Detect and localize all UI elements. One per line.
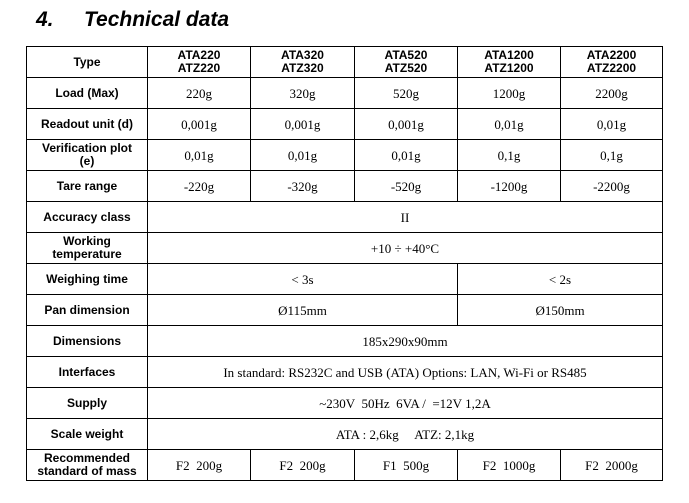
table-cell: F2 2000g — [561, 450, 663, 481]
table-cell: II — [148, 202, 663, 233]
row-label-verification: Verification plot (e) — [27, 140, 148, 171]
row-scale-weight — [27, 419, 663, 450]
table-cell: 0,1g — [561, 140, 663, 171]
row-label-interfaces: Interfaces — [27, 357, 148, 388]
section-number: 4. — [36, 8, 54, 31]
table-cell: F2 200g — [251, 450, 355, 481]
table-cell: 0,001g — [251, 109, 355, 140]
row-label-accuracy: Accuracy class — [27, 202, 148, 233]
table-cell: 320g — [251, 78, 355, 109]
table-cell: 0,01g — [458, 109, 561, 140]
model-header: ATA220 ATZ220 — [148, 47, 251, 78]
table-cell: 0,001g — [148, 109, 251, 140]
table-cell: < 3s — [148, 264, 458, 295]
table-cell: < 2s — [458, 264, 663, 295]
table-cell: ATA : 2,6kg ATZ: 2,1kg — [148, 419, 663, 450]
table-cell: -320g — [251, 171, 355, 202]
model-header: ATA320 ATZ320 — [251, 47, 355, 78]
row-mass-standard — [27, 450, 663, 481]
row-weighing-time — [27, 264, 663, 295]
model-header: ATA1200 ATZ1200 — [458, 47, 561, 78]
table-cell: 185x290x90mm — [148, 326, 663, 357]
row-readout — [27, 109, 663, 140]
technical-data-table — [26, 46, 663, 481]
table-cell: 220g — [148, 78, 251, 109]
table-cell: 0,01g — [148, 140, 251, 171]
row-label-scale-weight: Scale weight — [27, 419, 148, 450]
row-verification — [27, 140, 663, 171]
table-cell: Ø150mm — [458, 295, 663, 326]
row-label-pan: Pan dimension — [27, 295, 148, 326]
row-label-tare: Tare range — [27, 171, 148, 202]
row-tare — [27, 171, 663, 202]
row-label-readout: Readout unit (d) — [27, 109, 148, 140]
table-cell: F2 1000g — [458, 450, 561, 481]
table-cell: 0,1g — [458, 140, 561, 171]
table-cell: 0,01g — [561, 109, 663, 140]
table-cell: -220g — [148, 171, 251, 202]
row-load — [27, 78, 663, 109]
table-cell: 1200g — [458, 78, 561, 109]
row-label-mass-standard: Recommended standard of mass — [27, 450, 148, 481]
table-cell: 0,001g — [355, 109, 458, 140]
row-label-supply: Supply — [27, 388, 148, 419]
table-cell: In standard: RS232C and USB (ATA) Options: LAN, Wi-Fi or RS485 — [148, 357, 663, 388]
row-dimensions — [27, 326, 663, 357]
table-cell: Ø115mm — [148, 295, 458, 326]
row-label-type: Type — [27, 47, 148, 78]
row-label-dimensions: Dimensions — [27, 326, 148, 357]
row-temperature — [27, 233, 663, 264]
table-cell: 0,01g — [355, 140, 458, 171]
row-accuracy — [27, 202, 663, 233]
table-cell: 520g — [355, 78, 458, 109]
row-label-temperature: Working temperature — [27, 233, 148, 264]
table-cell: F1 500g — [355, 450, 458, 481]
table-cell: -1200g — [458, 171, 561, 202]
section-title: Technical data — [84, 8, 230, 31]
row-supply — [27, 388, 663, 419]
row-type — [27, 47, 663, 78]
table-cell: ~230V 50Hz 6VA / =12V 1,2A — [148, 388, 663, 419]
table-cell: +10 ÷ +40°C — [148, 233, 663, 264]
table-cell: F2 200g — [148, 450, 251, 481]
row-interfaces — [27, 357, 663, 388]
table-cell: 0,01g — [251, 140, 355, 171]
section-heading — [36, 8, 229, 32]
row-label-load: Load (Max) — [27, 78, 148, 109]
table-cell: -2200g — [561, 171, 663, 202]
table-cell: -520g — [355, 171, 458, 202]
row-label-weighing-time: Weighing time — [27, 264, 148, 295]
model-header: ATA520 ATZ520 — [355, 47, 458, 78]
table-cell: 2200g — [561, 78, 663, 109]
row-pan — [27, 295, 663, 326]
model-header: ATA2200 ATZ2200 — [561, 47, 663, 78]
